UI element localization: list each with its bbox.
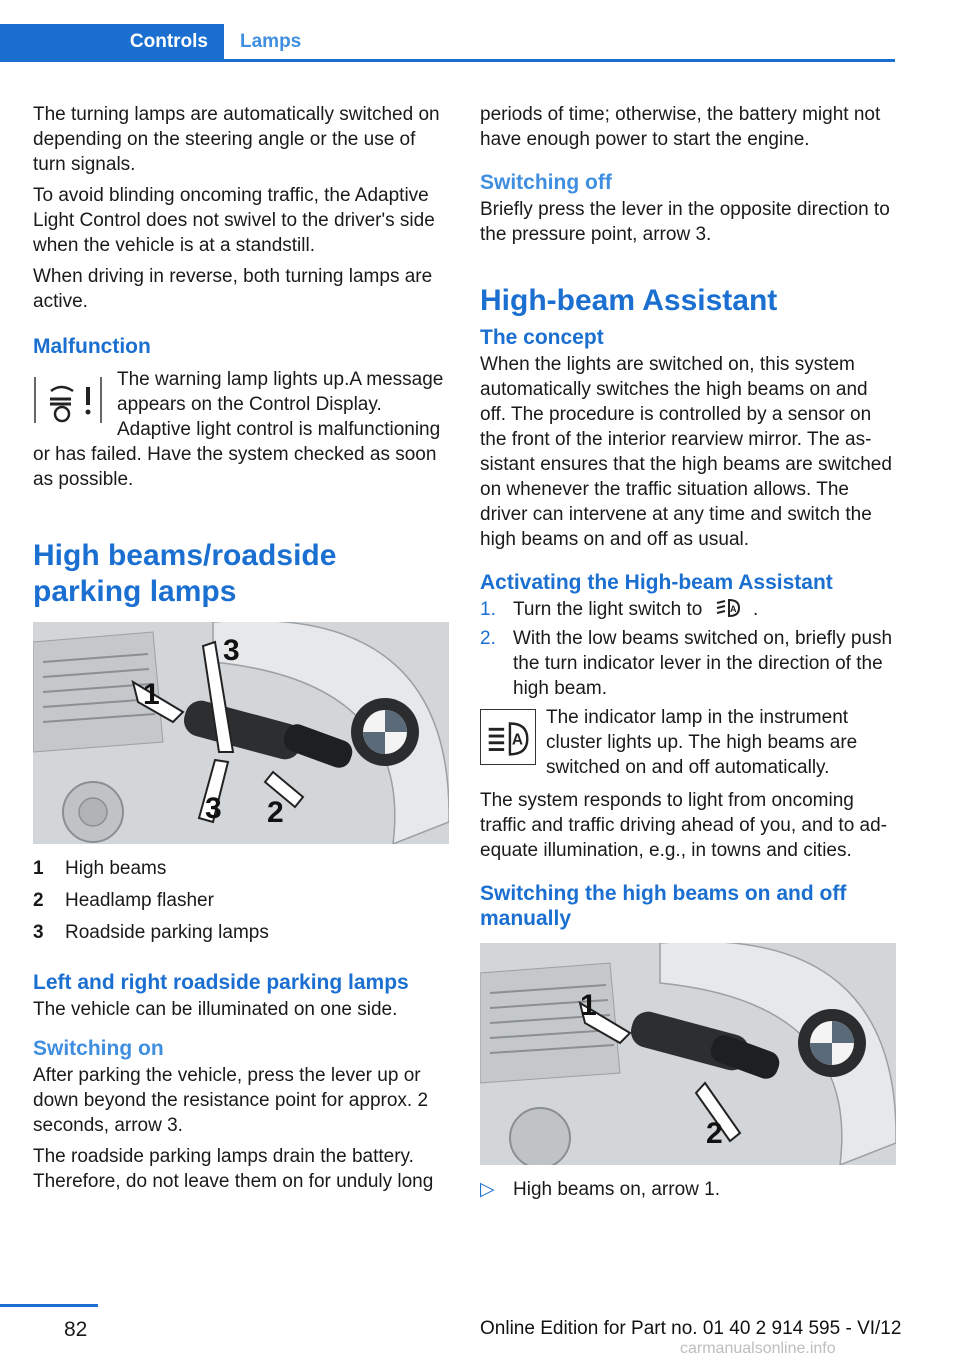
system-responds-text: The system responds to light from oncoming traffic and traffic driving ahead of you, and to adequate illumination, e.g., in towns and cities.: [480, 790, 887, 861]
svg-text:A: A: [511, 731, 523, 749]
page-number: 82: [64, 1318, 88, 1341]
left-right-parking-text: The vehicle can be illuminated on one side.: [33, 999, 398, 1020]
legend-label: Roadside parking lamps: [65, 922, 269, 943]
switching-off-heading: Switching off: [480, 171, 612, 194]
legend-number: 3: [33, 922, 44, 943]
callout-3-top: 3: [223, 634, 240, 667]
switching-on-text: After parking the vehicle, press the lever up or down beyond the resistance point for approx. 2 seconds, arrow 3.: [33, 1065, 429, 1136]
callout-2: 2: [267, 796, 284, 829]
callout-1: 1: [580, 989, 597, 1022]
step-text: With the low beams switched on, briefly push the turn indicator lever in the direction of the high beam.: [513, 628, 893, 699]
paragraph-turning-lamps: The turning lamps are automatically switched on depending on the steering angle or the use of turn signals.: [33, 104, 440, 175]
legend-number: 2: [33, 890, 44, 911]
section-tab: Controls: [0, 24, 224, 62]
topic-tab: Lamps: [240, 31, 302, 52]
high-beam-assistant-heading: High-beam Assistant: [480, 284, 778, 317]
legend-label: High beams: [65, 858, 167, 879]
legend-row: [33, 920, 449, 952]
lever-illustration-2: [480, 943, 896, 1165]
indicator-block: [480, 705, 898, 780]
concept-text: When the lights are switched on, this system automatically switches the high beams on and off. The procedure is controlled by a sensor on the front of the interior rearview mirror. The assistant ensures that the high beams are switched on whenever the traffic situation allows. The driver can intervene at any time and switch the high beams on and off as usual.: [480, 354, 892, 550]
page-header: [0, 24, 895, 62]
switching-on-heading: Switching on: [33, 1037, 164, 1060]
malfunction-heading: Malfunction: [33, 335, 151, 358]
manual-high-beam-figure: [480, 943, 896, 1165]
triangle-bullet-icon: ▷: [480, 1179, 495, 1200]
list-item: [480, 626, 898, 701]
step-text-before: Turn the light switch to: [513, 599, 703, 620]
step-number: 2.: [480, 628, 496, 649]
activating-heading: Activating the High-beam Assistant: [480, 571, 833, 594]
indicator-text: The indicator lamp in the instrument cluster lights up. The high beams are switched on and off automatically.: [546, 707, 858, 778]
callout-1: 1: [143, 678, 160, 711]
step-number: 1.: [480, 599, 496, 620]
callout-3-bottom: 3: [205, 792, 222, 825]
left-right-parking-heading: Left and right roadside parking lamps: [33, 971, 409, 994]
step-text: [513, 597, 898, 622]
switching-off-text: Briefly press the lever in the opposite direction to the pressure point, arrow 3.: [480, 199, 890, 245]
svg-text:A: A: [729, 604, 737, 614]
legend-label: Headlamp flasher: [65, 890, 214, 911]
paragraph-reverse: When driving in reverse, both turning lamps are active.: [33, 266, 433, 312]
legend-number: 1: [33, 858, 44, 879]
footer-rule: [0, 1304, 98, 1307]
lever-illustration: [33, 622, 449, 844]
activation-steps: [480, 597, 898, 701]
high-beam-assistant-indicator-icon: [480, 709, 536, 765]
battery-continued-text: periods of time; otherwise, the battery might not have enough power to start the engine.: [480, 104, 881, 150]
step-text-after: .: [752, 599, 759, 620]
legend-row: [33, 856, 449, 888]
high-beams-heading: High beams/roadside parking lamps: [33, 539, 337, 608]
auto-light-switch-icon: [714, 597, 742, 619]
right-column: [480, 102, 898, 1202]
legend-row: [33, 888, 449, 920]
left-column: [33, 102, 449, 1200]
watermark: carmanualsonline.info: [680, 1340, 836, 1357]
concept-heading: The concept: [480, 326, 604, 349]
manual-switching-heading: Switching the high beams on and off manually: [480, 882, 847, 930]
bullet-text: High beams on, arrow 1.: [513, 1179, 720, 1200]
figure-legend: [33, 856, 449, 952]
high-beam-lever-figure: [33, 622, 449, 844]
callout-2: 2: [706, 1117, 723, 1150]
edition-text: Online Edition for Part no. 01 40 2 914 595 - VI/12: [480, 1318, 902, 1339]
battery-drain-text: The roadside parking lamps drain the battery. Therefore, do not leave them on for unduly long: [33, 1146, 434, 1192]
list-item: [480, 1177, 898, 1202]
malfunction-text: The warning lamp lights up.A message appears on the Control Display. Adaptive light control is malfunctioning or has failed. Have the system checked as soon as possible.: [33, 369, 444, 490]
adaptive-light-warning-icon: [33, 373, 103, 429]
list-item: [480, 597, 898, 622]
paragraph-blinding: To avoid blinding oncoming traffic, the Adaptive Light Control does not swivel to the driver's side when the vehicle is at a standstill.: [33, 185, 435, 256]
malfunction-block: [33, 367, 449, 492]
